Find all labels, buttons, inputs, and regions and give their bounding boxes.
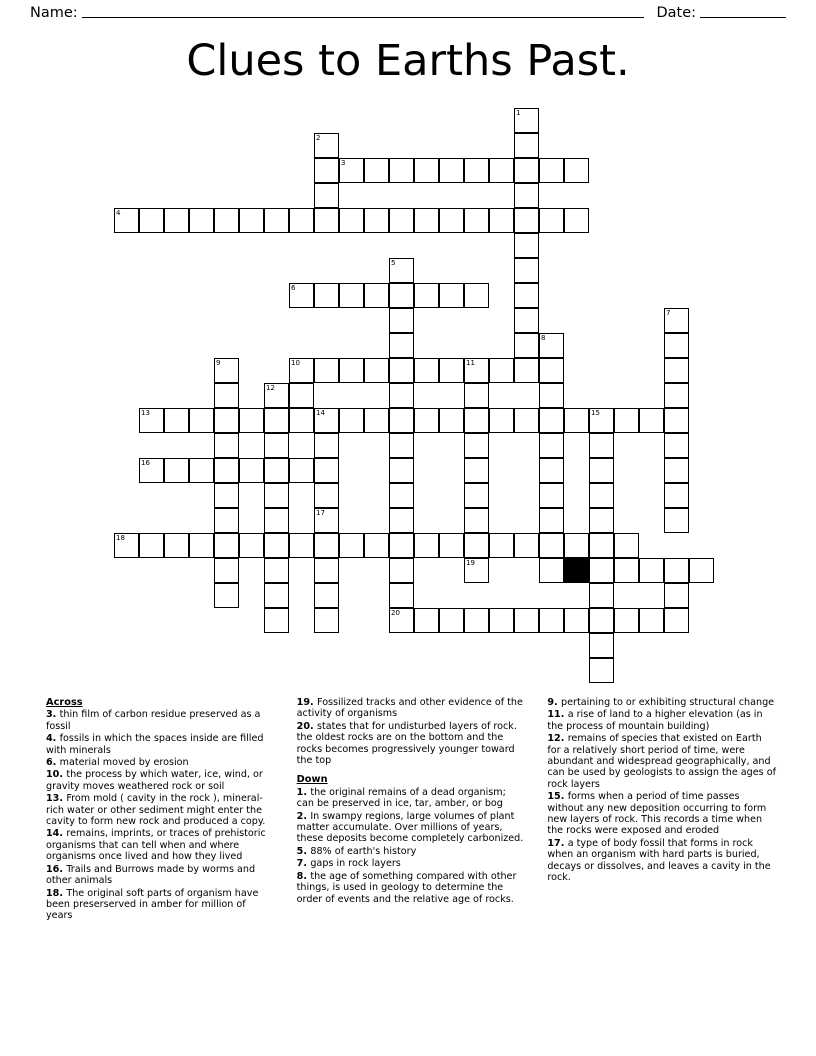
clue-number: 7. <box>296 858 311 870</box>
grid-cell[interactable] <box>564 533 589 558</box>
clue-text: From mold ( cavity in the rock ), mineral-rich water or other sediment might enter the cavity to form new rock and produced a copy. <box>46 793 266 828</box>
grid-cell[interactable] <box>214 358 239 383</box>
grid-cell[interactable] <box>439 158 464 183</box>
grid-cell[interactable] <box>314 283 339 308</box>
grid-cell[interactable] <box>389 558 414 583</box>
grid-clue-number: 2 <box>316 134 321 142</box>
clue-text: gaps in rock layers <box>310 858 401 870</box>
grid-clue-number: 5 <box>391 259 396 267</box>
clue-number: 8. <box>296 870 311 882</box>
grid-clue-number: 3 <box>341 159 346 167</box>
grid-cell[interactable] <box>314 483 339 508</box>
clue-text: pertaining to or exhibiting structural change <box>561 697 775 708</box>
grid-cell[interactable] <box>664 583 689 608</box>
grid-cell[interactable] <box>664 308 689 333</box>
grid-cell[interactable] <box>389 383 414 408</box>
grid-cell[interactable] <box>614 608 639 633</box>
grid-clue-number: 11 <box>466 359 475 367</box>
grid-cell[interactable] <box>464 558 489 583</box>
grid-cell[interactable] <box>514 208 539 233</box>
grid-cell[interactable] <box>214 583 239 608</box>
grid-clue-number: 9 <box>216 359 221 367</box>
grid-cell[interactable] <box>289 283 314 308</box>
grid-cell[interactable] <box>389 208 414 233</box>
grid-clue-number: 20 <box>391 609 400 617</box>
grid-cell[interactable] <box>489 208 514 233</box>
grid-cell[interactable] <box>214 433 239 458</box>
grid-cell[interactable] <box>564 608 589 633</box>
clue-text: The original soft parts of organism have been preserserved in amber for million of years <box>46 887 259 922</box>
grid-cell[interactable] <box>589 408 614 433</box>
grid-cell[interactable] <box>214 208 239 233</box>
grid-cell[interactable] <box>314 533 339 558</box>
grid-cell[interactable] <box>514 258 539 283</box>
grid-cell[interactable] <box>464 158 489 183</box>
grid-cell[interactable] <box>189 408 214 433</box>
grid-clue-number: 8 <box>541 334 546 342</box>
clue-number: 15. <box>547 791 568 803</box>
grid-cell[interactable] <box>164 208 189 233</box>
grid-cell[interactable] <box>514 233 539 258</box>
grid-cell[interactable] <box>414 533 439 558</box>
grid-cell[interactable] <box>514 183 539 208</box>
grid-clue-number: 15 <box>591 409 600 417</box>
grid-cell[interactable] <box>414 208 439 233</box>
grid-cell[interactable] <box>214 383 239 408</box>
clue-number: 14. <box>46 828 67 840</box>
grid-cell[interactable] <box>664 408 689 433</box>
grid-cell[interactable] <box>389 158 414 183</box>
grid-cell[interactable] <box>639 608 664 633</box>
grid-cell[interactable] <box>314 433 339 458</box>
grid-cell[interactable] <box>364 283 389 308</box>
across-heading: Across <box>46 697 83 708</box>
clue-item <box>46 828 275 862</box>
grid-cell[interactable] <box>264 608 289 633</box>
clue-item <box>547 838 776 884</box>
clue-item <box>46 709 275 732</box>
grid-cell[interactable] <box>489 358 514 383</box>
clue-item <box>297 811 526 845</box>
grid-cell[interactable] <box>389 333 414 358</box>
clue-number: 16. <box>46 863 67 875</box>
grid-clue-number: 16 <box>141 459 150 467</box>
clue-item <box>46 888 275 922</box>
clue-number: 1. <box>296 786 311 798</box>
grid-cell[interactable] <box>664 333 689 358</box>
down-heading: Down <box>296 774 328 786</box>
grid-cell[interactable] <box>439 408 464 433</box>
grid-cell[interactable] <box>489 158 514 183</box>
clue-text: remains of species that existed on Earth for a relatively short period of time, were abundant and widespread geographically, and can be used by geologists to assign the ages of rock layers <box>547 733 776 790</box>
clues-section <box>46 697 776 923</box>
grid-clue-number: 7 <box>666 309 671 317</box>
grid-cell[interactable] <box>389 433 414 458</box>
grid-cell[interactable] <box>414 408 439 433</box>
grid-cell[interactable] <box>464 533 489 558</box>
date-write-line <box>700 5 786 18</box>
grid-cell[interactable] <box>514 408 539 433</box>
clue-text: Trails and Burrows made by worms and other animals <box>46 863 256 887</box>
grid-cell[interactable] <box>364 158 389 183</box>
grid-cell[interactable] <box>289 208 314 233</box>
grid-cell[interactable] <box>514 533 539 558</box>
grid-cell[interactable] <box>564 158 589 183</box>
clue-number: 3. <box>46 709 60 721</box>
grid-cell[interactable] <box>664 433 689 458</box>
grid-cell[interactable] <box>589 433 614 458</box>
grid-cell[interactable] <box>514 608 539 633</box>
grid-cell[interactable] <box>614 558 639 583</box>
grid-cell[interactable] <box>664 508 689 533</box>
grid-cell[interactable] <box>214 483 239 508</box>
grid-cell[interactable] <box>464 208 489 233</box>
clue-text: Fossilized tracks and other evidence of the activity of organisms <box>296 697 523 720</box>
grid-cell[interactable] <box>464 608 489 633</box>
grid-cell[interactable] <box>439 283 464 308</box>
grid-cell[interactable] <box>539 383 564 408</box>
grid-cell[interactable] <box>614 408 639 433</box>
clue-spacer <box>297 767 526 774</box>
grid-cell[interactable] <box>139 533 164 558</box>
grid-cell[interactable] <box>464 408 489 433</box>
grid-cell[interactable] <box>314 158 339 183</box>
grid-cell[interactable] <box>164 458 189 483</box>
grid-cell[interactable] <box>464 283 489 308</box>
grid-cell[interactable] <box>139 208 164 233</box>
clue-item <box>46 757 275 768</box>
page-title: Clues to Earths Past. <box>186 36 630 86</box>
grid-cell[interactable] <box>489 608 514 633</box>
grid-cell[interactable] <box>214 408 239 433</box>
clue-text: 88% of earth's history <box>310 845 417 857</box>
grid-cell[interactable] <box>289 533 314 558</box>
crossword-grid[interactable] <box>0 108 816 668</box>
grid-cell[interactable] <box>164 533 189 558</box>
grid-cell[interactable] <box>264 458 289 483</box>
grid-clue-number: 18 <box>116 534 125 542</box>
clue-text: the original remains of a dead organism; can be preserved in ice, tar, amber, or bog <box>296 786 506 810</box>
clue-number: 11. <box>547 709 568 721</box>
grid-cell[interactable] <box>689 558 714 583</box>
grid-cell[interactable] <box>539 433 564 458</box>
grid-cell[interactable] <box>664 483 689 508</box>
grid-cell[interactable] <box>639 558 664 583</box>
clue-number: 19. <box>296 697 318 708</box>
grid-cell[interactable] <box>314 208 339 233</box>
grid-cell[interactable] <box>264 558 289 583</box>
grid-cell[interactable] <box>539 608 564 633</box>
grid-clue-number: 1 <box>516 109 521 117</box>
grid-cell[interactable] <box>389 308 414 333</box>
grid-cell[interactable] <box>614 533 639 558</box>
grid-cell[interactable] <box>389 533 414 558</box>
clue-item <box>297 871 526 905</box>
clue-text: fossils in which the spaces inside are filled with minerals <box>46 733 264 756</box>
grid-cell[interactable] <box>289 458 314 483</box>
grid-cell[interactable] <box>364 408 389 433</box>
grid-cell[interactable] <box>464 358 489 383</box>
grid-cell[interactable] <box>564 408 589 433</box>
grid-cell[interactable] <box>339 208 364 233</box>
clue-text: a rise of land to a higher elevation (as in the process of mountain building) <box>547 709 763 732</box>
grid-cell[interactable] <box>314 408 339 433</box>
grid-cell[interactable] <box>214 558 239 583</box>
grid-cell[interactable] <box>364 358 389 383</box>
grid-cell[interactable] <box>589 608 614 633</box>
name-date-header <box>30 0 786 26</box>
clue-number: 10. <box>46 769 67 781</box>
clue-item <box>297 787 526 810</box>
grid-cell[interactable] <box>639 408 664 433</box>
clue-item <box>46 733 275 756</box>
clues-column-3 <box>547 697 776 923</box>
grid-cell[interactable] <box>439 358 464 383</box>
grid-cell[interactable] <box>539 558 564 583</box>
grid-cell[interactable] <box>439 533 464 558</box>
clue-item <box>297 846 526 857</box>
grid-cell[interactable] <box>539 358 564 383</box>
clue-text: the process by which water, ice, wind, or gravity moves weathered rock or soil <box>46 769 263 792</box>
clue-item <box>547 733 776 790</box>
grid-cell[interactable] <box>589 508 614 533</box>
grid-cell[interactable] <box>514 133 539 158</box>
grid-cell[interactable] <box>664 558 689 583</box>
grid-clue-number: 10 <box>291 359 300 367</box>
date-label: Date: <box>656 5 696 21</box>
clue-number: 4. <box>46 733 60 745</box>
clue-text: a type of body fossil that forms in rock when an organism with hard parts is buried, decays or dissolves, and leaves a cavity in the rock. <box>547 837 771 884</box>
grid-cell[interactable] <box>389 483 414 508</box>
grid-cell[interactable] <box>589 583 614 608</box>
clue-item <box>547 709 776 732</box>
grid-cell[interactable] <box>339 358 364 383</box>
grid-cell[interactable] <box>264 508 289 533</box>
grid-cell[interactable] <box>589 633 614 658</box>
grid-cell[interactable] <box>489 408 514 433</box>
grid-cell[interactable] <box>464 458 489 483</box>
grid-cell[interactable] <box>539 158 564 183</box>
grid-clue-number: 12 <box>266 384 275 392</box>
grid-cell[interactable] <box>364 533 389 558</box>
grid-cell[interactable] <box>564 208 589 233</box>
grid-cell[interactable] <box>414 283 439 308</box>
grid-cell[interactable] <box>514 308 539 333</box>
grid-clue-number: 19 <box>466 559 475 567</box>
grid-cell[interactable] <box>539 533 564 558</box>
grid-clue-number: 4 <box>116 209 121 217</box>
grid-cell[interactable] <box>389 283 414 308</box>
clue-number: 5. <box>296 845 311 857</box>
clue-text: remains, imprints, or traces of prehistoric organisms that can tell when and where organisms once lived and how they lived <box>46 828 266 863</box>
grid-cell[interactable] <box>239 458 264 483</box>
grid-cell[interactable] <box>389 608 414 633</box>
clue-text: material moved by erosion <box>59 757 189 769</box>
grid-clue-number: 6 <box>291 284 296 292</box>
grid-cell[interactable] <box>389 408 414 433</box>
clue-item <box>297 697 526 720</box>
clue-text: In swampy regions, large volumes of plant matter accumulate. Over millions of years, these deposits become completely carbonized. <box>296 810 524 845</box>
grid-cell[interactable] <box>389 258 414 283</box>
grid-cell[interactable] <box>539 208 564 233</box>
grid-cell[interactable] <box>514 358 539 383</box>
grid-cell[interactable] <box>539 333 564 358</box>
grid-cell[interactable] <box>414 158 439 183</box>
grid-cell[interactable] <box>464 483 489 508</box>
grid-cell[interactable] <box>239 533 264 558</box>
grid-cell[interactable] <box>464 433 489 458</box>
grid-cell[interactable] <box>464 383 489 408</box>
grid-cell[interactable] <box>264 583 289 608</box>
grid-cell[interactable] <box>514 158 539 183</box>
grid-cell[interactable] <box>664 358 689 383</box>
clue-number: 6. <box>46 757 60 769</box>
grid-cell[interactable] <box>189 533 214 558</box>
grid-cell[interactable] <box>239 408 264 433</box>
clue-number: 18. <box>46 887 67 899</box>
grid-cell[interactable] <box>539 508 564 533</box>
grid-cell[interactable] <box>414 358 439 383</box>
grid-cell[interactable] <box>139 408 164 433</box>
grid-cell[interactable] <box>339 533 364 558</box>
grid-cell[interactable] <box>139 458 164 483</box>
grid-cell[interactable] <box>214 533 239 558</box>
grid-cell[interactable] <box>664 458 689 483</box>
grid-cell[interactable] <box>464 508 489 533</box>
clue-text: the age of something compared with other things, is used in geology to determine the order of events and the relative age of rocks. <box>296 870 517 905</box>
grid-cell[interactable] <box>589 533 614 558</box>
grid-cell[interactable] <box>514 333 539 358</box>
grid-cell[interactable] <box>289 358 314 383</box>
clue-number: 2. <box>296 810 311 822</box>
clue-number: 20. <box>296 720 318 732</box>
grid-cell[interactable] <box>114 208 139 233</box>
grid-cell[interactable] <box>539 483 564 508</box>
grid-cell[interactable] <box>514 283 539 308</box>
clue-number: 9. <box>547 697 562 708</box>
grid-cell[interactable] <box>264 433 289 458</box>
grid-cell[interactable] <box>389 583 414 608</box>
clue-text: states that for undisturbed layers of rock. the oldest rocks are on the bottom and the rocks becomes progressively younger toward the top <box>296 720 517 767</box>
clue-item <box>547 791 776 837</box>
grid-cell[interactable] <box>314 608 339 633</box>
grid-clue-number: 14 <box>316 409 325 417</box>
grid-cell[interactable] <box>439 208 464 233</box>
clue-item <box>46 864 275 887</box>
grid-cell[interactable] <box>189 208 214 233</box>
grid-cell[interactable] <box>264 383 289 408</box>
grid-cell[interactable] <box>414 608 439 633</box>
grid-cell[interactable] <box>664 383 689 408</box>
clue-number: 17. <box>547 837 568 849</box>
grid-cell[interactable] <box>514 108 539 133</box>
clues-column-1 <box>46 697 275 923</box>
grid-cell[interactable] <box>364 208 389 233</box>
grid-cell[interactable] <box>289 408 314 433</box>
clue-item <box>46 769 275 792</box>
clue-text: thin film of carbon residue preserved as a fossil <box>46 709 261 732</box>
clue-number: 13. <box>46 793 67 805</box>
grid-cell[interactable] <box>314 358 339 383</box>
grid-cell[interactable] <box>664 608 689 633</box>
grid-cell[interactable] <box>539 408 564 433</box>
grid-cell[interactable] <box>589 483 614 508</box>
grid-cell[interactable] <box>389 358 414 383</box>
grid-cell[interactable] <box>389 458 414 483</box>
grid-cell[interactable] <box>164 408 189 433</box>
name-write-line <box>82 5 645 18</box>
grid-cell[interactable] <box>589 458 614 483</box>
grid-cell[interactable] <box>264 483 289 508</box>
clue-item <box>46 793 275 827</box>
grid-cell[interactable] <box>214 508 239 533</box>
grid-cell[interactable] <box>214 458 239 483</box>
clue-item <box>547 697 776 708</box>
grid-cell[interactable] <box>589 658 614 683</box>
grid-cell[interactable] <box>314 558 339 583</box>
grid-cell[interactable] <box>314 583 339 608</box>
grid-clue-number: 17 <box>316 509 325 517</box>
grid-block <box>564 558 589 583</box>
clue-number: 12. <box>547 733 568 745</box>
grid-cell[interactable] <box>239 208 264 233</box>
grid-clue-number: 13 <box>141 409 150 417</box>
grid-cell[interactable] <box>114 533 139 558</box>
grid-cell[interactable] <box>489 533 514 558</box>
clue-item <box>297 858 526 869</box>
grid-cell[interactable] <box>389 508 414 533</box>
grid-cell[interactable] <box>439 608 464 633</box>
grid-cell[interactable] <box>289 383 314 408</box>
grid-cell[interactable] <box>339 283 364 308</box>
grid-cell[interactable] <box>339 408 364 433</box>
grid-cell[interactable] <box>314 133 339 158</box>
grid-cell[interactable] <box>189 458 214 483</box>
clue-text: forms when a period of time passes without any new deposition occurring to form new layers of rock. This records a time when the rocks were exposed and eroded <box>547 791 767 837</box>
clues-column-2 <box>297 697 526 923</box>
grid-cell[interactable] <box>314 183 339 208</box>
grid-cell[interactable] <box>539 458 564 483</box>
grid-cell[interactable] <box>314 508 339 533</box>
grid-cell[interactable] <box>314 458 339 483</box>
clue-item <box>297 721 526 767</box>
grid-cell[interactable] <box>264 208 289 233</box>
grid-cell[interactable] <box>339 158 364 183</box>
grid-cell[interactable] <box>264 408 289 433</box>
grid-cell[interactable] <box>589 558 614 583</box>
grid-cell[interactable] <box>264 533 289 558</box>
name-label: Name: <box>30 5 78 21</box>
